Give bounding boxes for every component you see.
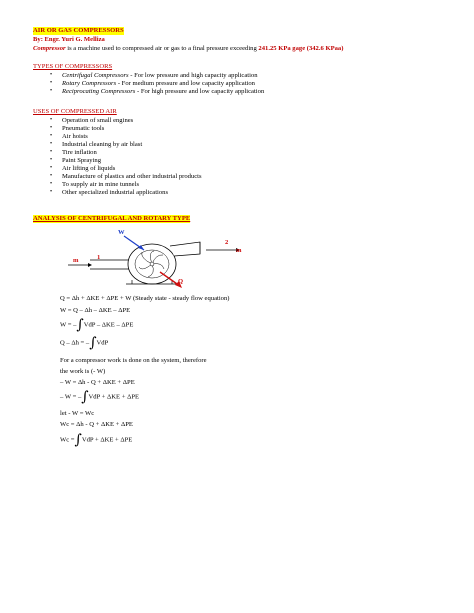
uses-item: To supply air in mine tunnels xyxy=(62,181,140,188)
diagram-label-1: 1 xyxy=(97,254,101,261)
diagram-label-w: W xyxy=(118,229,125,236)
bullet-icon: • xyxy=(50,141,53,147)
equation-work-integral: W = –∫VdP – ΔKE – ΔPE xyxy=(60,317,134,333)
uses-item: Pneumatic tools xyxy=(62,125,105,132)
integral-icon: ∫ xyxy=(89,335,97,351)
bullet-icon: • xyxy=(50,125,53,131)
author-line: By: Engr. Yuri G. Melliza xyxy=(33,36,105,43)
diagram-label-m-in: m xyxy=(73,257,79,264)
document-title: AIR OR GAS COMPRESSORS xyxy=(33,27,124,34)
equation-wc-integral: Wc =∫VdP + ΔKE + ΔPE xyxy=(60,432,133,448)
diagram-label-m-out: m xyxy=(236,247,242,254)
uses-item: Tire inflation xyxy=(62,149,97,156)
bullet-icon: • xyxy=(50,133,53,139)
equation-negative-work: – W = Δh - Q + ΔKE + ΔPE xyxy=(60,379,135,386)
analysis-heading: ANALYSIS OF CENTRIFUGAL AND ROTARY TYPE xyxy=(33,215,191,222)
uses-item: Industrial cleaning by air blast xyxy=(62,141,143,148)
bullet-icon: • xyxy=(50,149,53,155)
uses-heading: USES OF COMPRESSED AIR xyxy=(33,108,117,115)
types-heading: TYPES OF COMPRESSORS xyxy=(33,63,113,70)
bullet-icon: • xyxy=(50,117,53,123)
bullet-icon: • xyxy=(50,88,53,94)
intro-value: 241.25 KPa gage (342.6 KPaa) xyxy=(258,45,344,52)
uses-item: Paint Spraying xyxy=(62,157,102,164)
bullet-icon: • xyxy=(50,173,53,179)
bullet-icon: • xyxy=(50,181,53,187)
uses-item: Air hoists xyxy=(62,133,88,140)
equation-sfee: Q = Δh + ΔKE + ΔPE + W (Steady state - steady flow equation) xyxy=(60,295,230,302)
equation-let: let - W = Wc xyxy=(60,410,95,417)
diagram-label-2: 2 xyxy=(225,239,229,246)
diagram-label-q: Q xyxy=(178,278,184,285)
note-line-1: For a compressor work is done on the system, therefore xyxy=(60,357,207,364)
types-item: Rotary Compressors - For medium pressure and low capacity application xyxy=(62,80,255,87)
bullet-icon: • xyxy=(50,72,53,78)
uses-item: Manufacture of plastics and other industrial products xyxy=(62,173,202,180)
uses-item: Operation of small engines xyxy=(62,117,134,124)
equation-heat-integral: Q – Δh = –∫VdP xyxy=(60,335,109,351)
integral-icon: ∫ xyxy=(76,317,84,333)
equation-work: W = Q – Δh – ΔKE – ΔPE xyxy=(60,307,131,314)
types-item: Reciprocating Compressors - For high pressure and low capacity application xyxy=(62,88,265,95)
uses-item: Air lifting of liquids xyxy=(62,165,116,172)
bullet-icon: • xyxy=(50,157,53,163)
integral-icon: ∫ xyxy=(81,389,89,405)
types-item: Centrifugal Compressors - For low pressure and high capacity application xyxy=(62,72,258,79)
equation-wc: Wc = Δh - Q + ΔKE + ΔPE xyxy=(60,421,133,428)
note-line-2: the work is (- W) xyxy=(60,368,106,375)
bullet-icon: • xyxy=(50,80,53,86)
intro-term: Compressor xyxy=(33,45,66,52)
bullet-icon: • xyxy=(50,165,53,171)
integral-icon: ∫ xyxy=(74,432,82,448)
uses-item: Other specialized industrial applications xyxy=(62,189,169,196)
compressor-diagram xyxy=(60,222,260,294)
intro-text: is a machine used to compressed air or gas to a final pressure exceeding xyxy=(65,45,259,52)
equation-negative-work-integral: – W = –∫VdP + ΔKE + ΔPE xyxy=(60,389,140,405)
intro-paragraph xyxy=(33,45,343,53)
bullet-icon: • xyxy=(50,189,53,195)
